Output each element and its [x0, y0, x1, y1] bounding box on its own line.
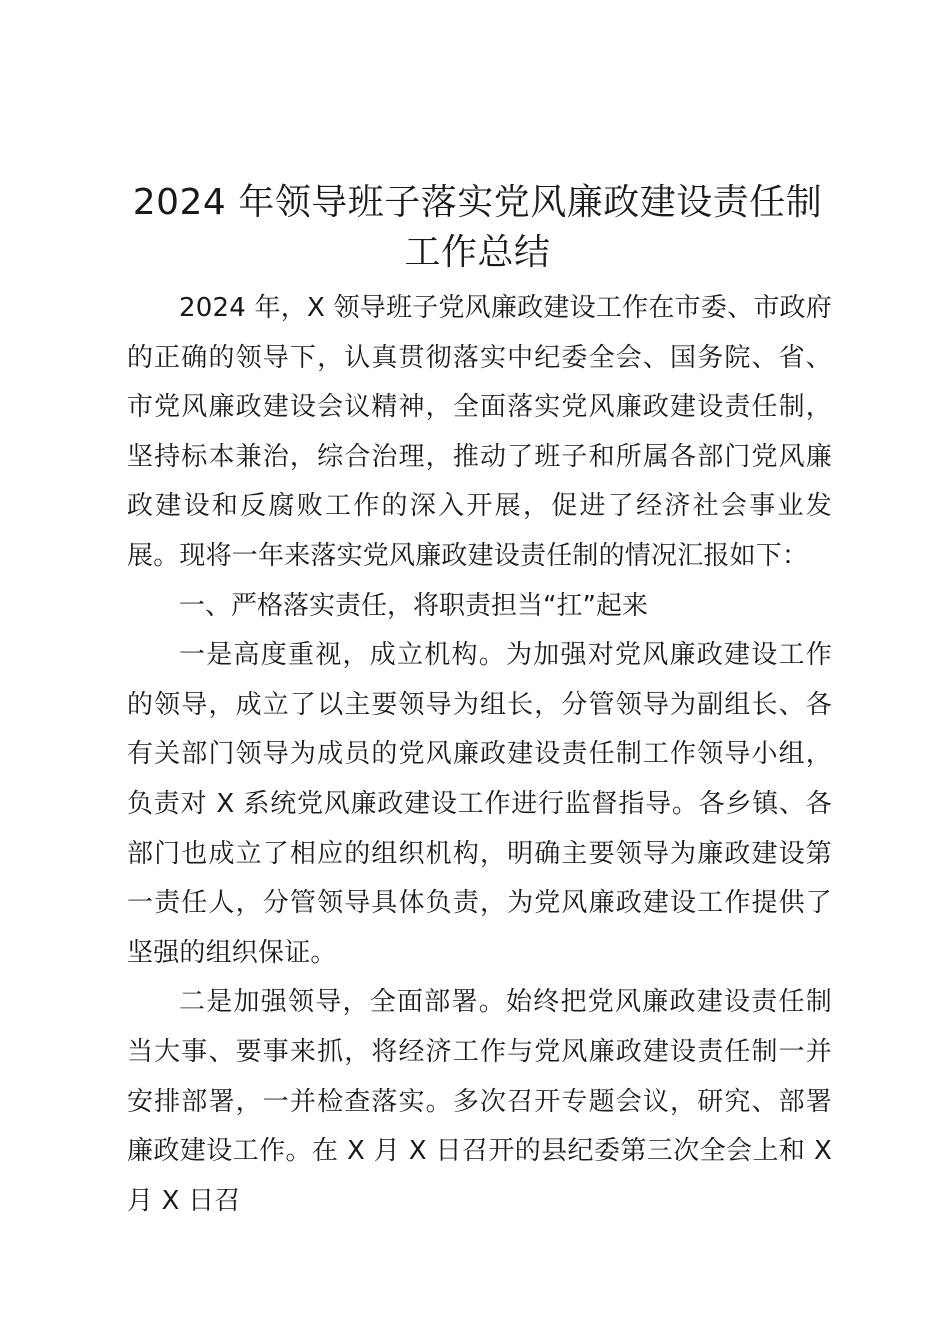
document-title: 2024 年领导班子落实党风廉政建设责任制工作总结: [132, 182, 823, 273]
document-body: [127, 284, 832, 1226]
section-heading-1: 一、严格落实责任，将职责担当“扛”起来: [179, 590, 648, 621]
paragraph-intro: 2024 年，X 领导班子党风廉政建设工作在市委、市政府的正确的领导下，认真贯彻落实中纪委全会、国务院、省、市党风廉政建设会议精神，全面落实党风廉政建设责任制，坚持标本兼治，综合治理，推动了班子和所属各部门党风廉政建设和反腐败工作的深入开展，促进了经济社会事业发展。现将一年来落实党风廉政建设责任制的情况汇报如下：: [127, 293, 832, 571]
paragraph-2: 二是加强领导，全面部署。始终把党风廉政建设责任制当大事、要事来抓，将经济工作与党风廉政建设责任制一并安排部署，一并检查落实。多次召开专题会议，研究、部署廉政建设工作。在 X 月 X 日召开的县纪委第三次全会上和 X 月 X 日召: [127, 987, 832, 1216]
paragraph-1: 一是高度重视，成立机构。为加强对党风廉政建设工作的领导，成立了以主要领导为组长，分管领导为副组长、各有关部门领导为成员的党风廉政建设责任制工作领导小组，负责对 X 系统党风廉政建设工作进行监督指导。各乡镇、各部门也成立了相应的组织机构，明确主要领导为廉政建设第一责任人，分管领导具体负责，为党风廉政建设工作提供了坚强的组织保证。: [127, 640, 832, 968]
